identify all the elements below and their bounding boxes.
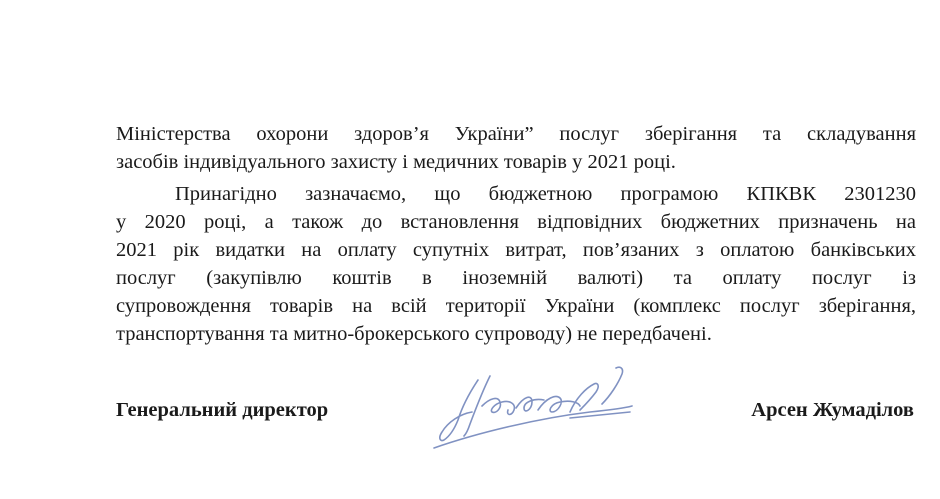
paragraph2-line-5: супровождення товарів на всій території України (комплекс послуг зберігання,	[116, 295, 916, 317]
signatory-title: Генеральний директор	[116, 399, 329, 421]
paragraph2-line-6: транспортування та митно-брокерського супроводу) не передбачені.	[116, 323, 712, 345]
paragraph2-line-4: послуг (закупівлю коштів в іноземній валюті) та оплату послуг із	[116, 267, 916, 289]
paragraph2-line-3: 2021 рік видатки на оплату супутніх витрат, пов’язаних з оплатою банківських	[116, 239, 916, 261]
paragraph1-line-2: засобів індивідуального захисту і медичних товарів у 2021 році.	[116, 151, 676, 173]
paragraph2-line-2: у 2020 році, а також до встановлення відповідних бюджетних призначень на	[116, 211, 916, 233]
paragraph1-line-1: Міністерства охорони здоров’я України” послуг зберігання та складування	[116, 123, 916, 145]
signatory-name: Арсен Жумаділов	[751, 399, 914, 421]
handwritten-signature	[420, 362, 660, 452]
paragraph2-line-1: Принагідно зазначаємо, що бюджетною програмою КПКВК 2301230	[175, 183, 916, 205]
